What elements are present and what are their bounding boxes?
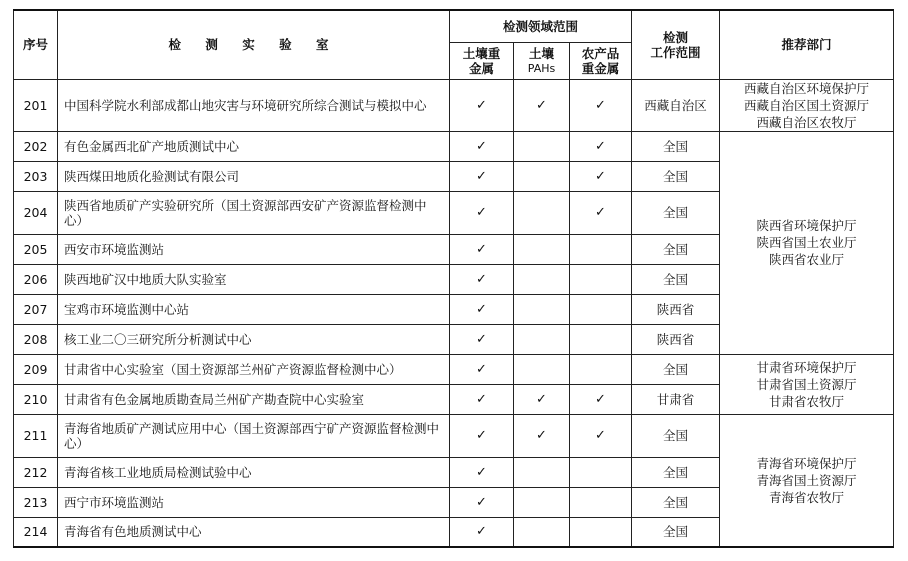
header-crop-metal bbox=[570, 42, 632, 79]
cell-soil-pahs bbox=[514, 414, 570, 457]
department-line: 青海省环境保护厅 bbox=[756, 455, 857, 471]
check-mark-icon: ✓ bbox=[476, 241, 487, 257]
lab-name: 青海省有色地质测试中心 bbox=[58, 517, 450, 547]
row-number: 205 bbox=[14, 234, 58, 264]
department-line: 陕西省环境保护厅 bbox=[756, 218, 857, 233]
row-number: 201 bbox=[14, 79, 58, 131]
header-crop-metal-line-1: 农产品 bbox=[581, 45, 620, 61]
lab-name: 陕西煤田地质化验测试有限公司 bbox=[58, 161, 450, 191]
check-mark-icon: ✓ bbox=[476, 168, 487, 184]
row-number: 208 bbox=[14, 324, 58, 354]
header-scope-line-1: 检测 bbox=[663, 29, 689, 45]
table-row bbox=[14, 414, 894, 457]
cell-soil-metal bbox=[450, 264, 514, 294]
work-scope: 全国 bbox=[632, 191, 720, 234]
work-scope: 全国 bbox=[632, 161, 720, 191]
check-mark-icon: ✓ bbox=[476, 301, 487, 317]
row-number: 210 bbox=[14, 384, 58, 414]
check-mark-icon: ✓ bbox=[476, 138, 487, 154]
row-number: 202 bbox=[14, 131, 58, 161]
cell-soil-pahs bbox=[514, 384, 570, 414]
lab-name: 甘肃省中心实验室（国土资源部兰州矿产资源监督检测中心） bbox=[58, 354, 450, 384]
cell-crop-metal bbox=[570, 517, 632, 547]
department-line: 甘肃省农牧厅 bbox=[769, 393, 845, 409]
department-line: 甘肃省环境保护厅 bbox=[756, 359, 857, 375]
lab-name: 甘肃省有色金属地质勘查局兰州矿产勘查院中心实验室 bbox=[58, 384, 450, 414]
recommending-department bbox=[720, 414, 894, 547]
recommending-department bbox=[720, 354, 894, 414]
cell-soil-pahs bbox=[514, 487, 570, 517]
row-number: 211 bbox=[14, 414, 58, 457]
check-mark-icon: ✓ bbox=[476, 331, 487, 347]
cell-soil-metal bbox=[450, 234, 514, 264]
check-mark-icon: ✓ bbox=[476, 391, 487, 407]
cell-crop-metal bbox=[570, 191, 632, 234]
department-line: 陕西省农业厅 bbox=[769, 252, 845, 267]
cell-crop-metal bbox=[570, 131, 632, 161]
header-soil-metal-line-2: 金属 bbox=[468, 60, 494, 76]
work-scope: 全国 bbox=[632, 457, 720, 487]
check-mark-icon: ✓ bbox=[476, 464, 487, 480]
check-mark-icon: ✓ bbox=[536, 97, 547, 113]
check-mark-icon: ✓ bbox=[476, 361, 487, 377]
cell-crop-metal bbox=[570, 457, 632, 487]
department-line: 西藏自治区国土资源厅 bbox=[744, 97, 870, 113]
check-mark-icon: ✓ bbox=[476, 524, 487, 540]
header-soil-metal bbox=[450, 42, 514, 79]
cell-soil-metal bbox=[450, 131, 514, 161]
lab-table bbox=[13, 9, 894, 548]
department-line: 陕西省国土农业厅 bbox=[756, 235, 857, 250]
header-soil-pahs bbox=[514, 42, 570, 79]
row-number: 209 bbox=[14, 354, 58, 384]
department-line: 青海省国土资源厅 bbox=[756, 472, 857, 488]
header-soil-pahs-line-1: 土壤 bbox=[528, 45, 554, 61]
recommending-department bbox=[720, 131, 894, 354]
check-mark-icon: ✓ bbox=[595, 205, 606, 220]
cell-soil-metal bbox=[450, 487, 514, 517]
work-scope: 全国 bbox=[632, 414, 720, 457]
table-row bbox=[14, 354, 894, 384]
check-mark-icon: ✓ bbox=[595, 428, 606, 443]
header-soil-metal-line-1: 土壤重 bbox=[462, 45, 501, 61]
department-line: 西藏自治区农牧厅 bbox=[756, 114, 857, 130]
row-number: 206 bbox=[14, 264, 58, 294]
cell-soil-pahs bbox=[514, 161, 570, 191]
row-number: 212 bbox=[14, 457, 58, 487]
lab-name: 西宁市环境监测站 bbox=[58, 487, 450, 517]
cell-soil-metal bbox=[450, 354, 514, 384]
lab-name: 青海省核工业地质局检测试验中心 bbox=[58, 457, 450, 487]
work-scope: 全国 bbox=[632, 264, 720, 294]
table-body bbox=[14, 79, 894, 547]
cell-soil-metal bbox=[450, 517, 514, 547]
cell-soil-pahs bbox=[514, 324, 570, 354]
header-row-1 bbox=[14, 10, 894, 42]
check-mark-icon: ✓ bbox=[476, 97, 487, 113]
department-line: 西藏自治区环境保护厅 bbox=[744, 80, 870, 96]
lab-name: 青海省地质矿产测试应用中心（国土资源部西宁矿产资源监督检测中心） bbox=[58, 414, 450, 457]
header-scope-line-2: 工作范围 bbox=[650, 44, 701, 60]
cell-soil-pahs bbox=[514, 191, 570, 234]
lab-name: 中国科学院水利部成都山地灾害与环境研究所综合测试与模拟中心 bbox=[58, 79, 450, 131]
cell-crop-metal bbox=[570, 414, 632, 457]
cell-soil-metal bbox=[450, 414, 514, 457]
cell-soil-metal bbox=[450, 324, 514, 354]
cell-crop-metal bbox=[570, 264, 632, 294]
work-scope: 陕西省 bbox=[632, 294, 720, 324]
cell-soil-pahs bbox=[514, 79, 570, 131]
lab-name: 陕西地矿汉中地质大队实验室 bbox=[58, 264, 450, 294]
work-scope: 全国 bbox=[632, 487, 720, 517]
row-number: 213 bbox=[14, 487, 58, 517]
check-mark-icon: ✓ bbox=[476, 205, 487, 220]
lab-name: 核工业二〇三研究所分析测试中心 bbox=[58, 324, 450, 354]
cell-soil-pahs bbox=[514, 517, 570, 547]
lab-name: 有色金属西北矿产地质测试中心 bbox=[58, 131, 450, 161]
work-scope: 陕西省 bbox=[632, 324, 720, 354]
cell-crop-metal bbox=[570, 79, 632, 131]
cell-soil-metal bbox=[450, 161, 514, 191]
row-number: 203 bbox=[14, 161, 58, 191]
cell-crop-metal bbox=[570, 324, 632, 354]
check-mark-icon: ✓ bbox=[476, 494, 487, 510]
work-scope: 甘肃省 bbox=[632, 384, 720, 414]
cell-soil-metal bbox=[450, 384, 514, 414]
lab-name: 西安市环境监测站 bbox=[58, 234, 450, 264]
check-mark-icon: ✓ bbox=[595, 391, 606, 407]
cell-soil-pahs bbox=[514, 234, 570, 264]
work-scope: 全国 bbox=[632, 354, 720, 384]
check-mark-icon: ✓ bbox=[595, 97, 606, 113]
cell-soil-metal bbox=[450, 79, 514, 131]
work-scope: 西藏自治区 bbox=[632, 79, 720, 131]
check-mark-icon: ✓ bbox=[595, 168, 606, 184]
cell-crop-metal bbox=[570, 384, 632, 414]
check-mark-icon: ✓ bbox=[595, 138, 606, 154]
cell-soil-metal bbox=[450, 294, 514, 324]
cell-crop-metal bbox=[570, 487, 632, 517]
cell-soil-metal bbox=[450, 457, 514, 487]
header-seq: 序号 bbox=[14, 10, 58, 79]
check-mark-icon: ✓ bbox=[536, 391, 547, 407]
check-mark-icon: ✓ bbox=[476, 428, 487, 443]
cell-soil-pahs bbox=[514, 131, 570, 161]
table-row bbox=[14, 79, 894, 131]
cell-crop-metal bbox=[570, 354, 632, 384]
lab-table-wrapper bbox=[13, 9, 893, 548]
department-line: 甘肃省国土资源厅 bbox=[756, 376, 857, 392]
row-number: 207 bbox=[14, 294, 58, 324]
header-domain: 检测领域范围 bbox=[450, 10, 632, 42]
header-dept: 推荐部门 bbox=[720, 10, 894, 79]
cell-crop-metal bbox=[570, 294, 632, 324]
work-scope: 全国 bbox=[632, 234, 720, 264]
cell-soil-metal bbox=[450, 191, 514, 234]
cell-crop-metal bbox=[570, 161, 632, 191]
header-crop-metal-line-2: 重金属 bbox=[581, 60, 620, 76]
row-number: 204 bbox=[14, 191, 58, 234]
table-row bbox=[14, 131, 894, 161]
cell-crop-metal bbox=[570, 234, 632, 264]
lab-name: 陕西省地质矿产实验研究所（国土资源部西安矿产资源监督检测中心） bbox=[58, 191, 450, 234]
row-number: 214 bbox=[14, 517, 58, 547]
recommending-department bbox=[720, 79, 894, 131]
cell-soil-pahs bbox=[514, 294, 570, 324]
check-mark-icon: ✓ bbox=[536, 428, 547, 443]
header-scope bbox=[632, 10, 720, 79]
work-scope: 全国 bbox=[632, 131, 720, 161]
department-line: 青海省农牧厅 bbox=[769, 489, 845, 505]
work-scope: 全国 bbox=[632, 517, 720, 547]
header-soil-pahs-line-2: PAHs bbox=[527, 61, 556, 75]
cell-soil-pahs bbox=[514, 457, 570, 487]
header-lab: 检 测 实 验 室 bbox=[58, 10, 450, 79]
check-mark-icon: ✓ bbox=[476, 271, 487, 287]
cell-soil-pahs bbox=[514, 264, 570, 294]
lab-name: 宝鸡市环境监测中心站 bbox=[58, 294, 450, 324]
cell-soil-pahs bbox=[514, 354, 570, 384]
